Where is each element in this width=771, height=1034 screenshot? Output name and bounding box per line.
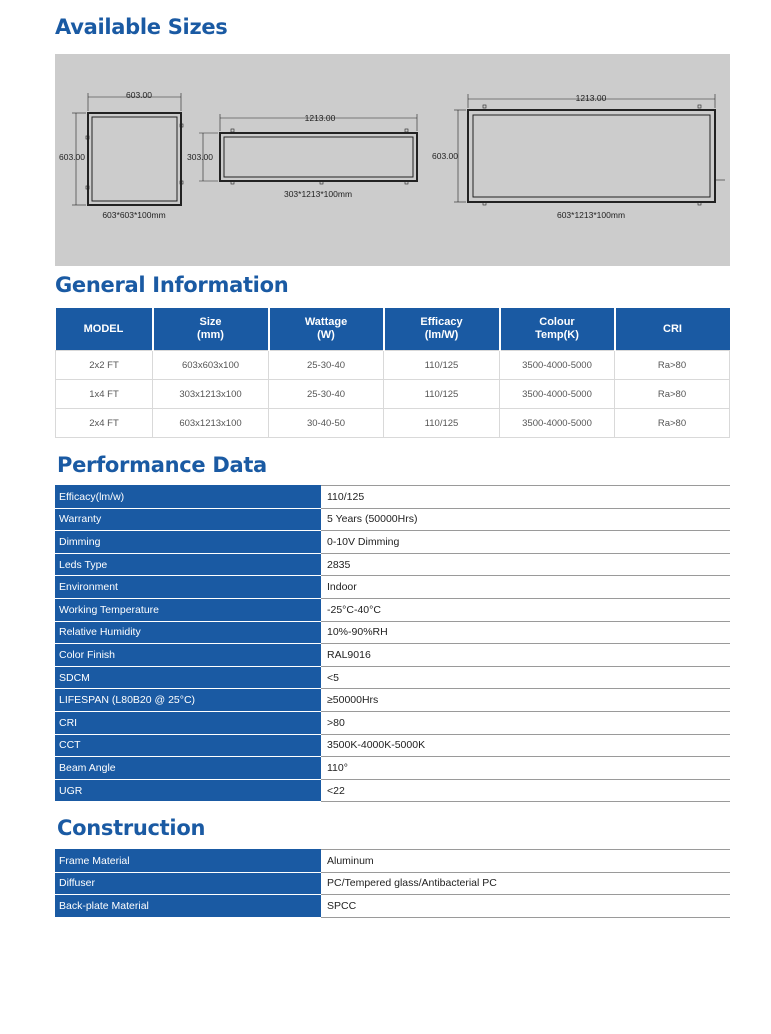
general-information-table: [55, 308, 730, 438]
spec-row: [55, 850, 730, 873]
panel-303x1213-drawing: [199, 114, 417, 184]
spec-value: 10%-90%RH: [321, 621, 730, 644]
panel3-width-dim: 1213.00: [575, 93, 607, 103]
cell-cri: Ra>80: [615, 351, 730, 380]
spec-value: Indoor: [321, 576, 730, 599]
spec-row: [55, 486, 730, 509]
table-row: [56, 380, 730, 409]
spec-row: [55, 644, 730, 667]
header-size: Size (mm): [153, 308, 269, 351]
header-cri: CRI: [615, 308, 730, 351]
panel2-caption: 303*1213*100mm: [283, 189, 353, 199]
spec-row: [55, 553, 730, 576]
construction-heading: Construction: [57, 816, 206, 840]
cell-colour-temp: 3500-4000-5000: [500, 351, 615, 380]
spec-row: [55, 621, 730, 644]
spec-value: <5: [321, 666, 730, 689]
spec-value: 2835: [321, 553, 730, 576]
header-model: MODEL: [56, 308, 153, 351]
spec-label: Frame Material: [55, 850, 321, 873]
cell-wattage: 25-30-40: [269, 380, 384, 409]
performance-data-table: [55, 485, 730, 802]
spec-row: [55, 779, 730, 802]
spec-label: LIFESPAN (L80B20 @ 25°C): [55, 689, 321, 712]
header-colour-temp: Colour Temp(K): [500, 308, 615, 351]
spec-value: PC/Tempered glass/Antibacterial PC: [321, 872, 730, 895]
dimension-drawings-panel: [55, 54, 730, 266]
spec-row: [55, 689, 730, 712]
panel1-width-dim: 603.00: [126, 90, 152, 100]
cell-model: 2x2 FT: [56, 351, 153, 380]
general-information-heading: General Information: [55, 273, 289, 297]
spec-label: CCT: [55, 734, 321, 757]
cell-size: 303x1213x100: [153, 380, 269, 409]
spec-label: Leds Type: [55, 553, 321, 576]
spec-row: [55, 757, 730, 780]
header-wattage: Wattage (W): [269, 308, 384, 351]
spec-label: Environment: [55, 576, 321, 599]
spec-label: CRI: [55, 711, 321, 734]
spec-row: [55, 734, 730, 757]
cell-efficacy: 110/125: [384, 409, 500, 438]
cell-size: 603x1213x100: [153, 409, 269, 438]
table-header-row: [56, 308, 730, 351]
header-efficacy: Efficacy (lm/W): [384, 308, 500, 351]
spec-label: Relative Humidity: [55, 621, 321, 644]
table-row: [56, 351, 730, 380]
spec-label: Efficacy(lm/w): [55, 486, 321, 509]
cell-model: 2x4 FT: [56, 409, 153, 438]
spec-row: [55, 598, 730, 621]
spec-label: Back-plate Material: [55, 895, 321, 918]
spec-row: [55, 576, 730, 599]
spec-label: Warranty: [55, 508, 321, 531]
spec-label: Diffuser: [55, 872, 321, 895]
performance-data-heading: Performance Data: [57, 453, 267, 477]
panel-603x1213-drawing: [454, 94, 725, 205]
spec-value: 5 Years (50000Hrs): [321, 508, 730, 531]
spec-row: [55, 508, 730, 531]
construction-table: [55, 849, 730, 918]
spec-value: Aluminum: [321, 850, 730, 873]
panel2-width-dim: 1213.00: [304, 113, 336, 123]
spec-value: <22: [321, 779, 730, 802]
cell-wattage: 25-30-40: [269, 351, 384, 380]
spec-value: RAL9016: [321, 644, 730, 667]
spec-value: SPCC: [321, 895, 730, 918]
cell-wattage: 30-40-50: [269, 409, 384, 438]
panel3-height-dim: 603.00: [432, 151, 458, 161]
spec-value: 0-10V Dimming: [321, 531, 730, 554]
spec-row: [55, 895, 730, 918]
cell-colour-temp: 3500-4000-5000: [500, 409, 615, 438]
available-sizes-heading: Available Sizes: [55, 15, 228, 39]
panel3-caption: 603*1213*100mm: [556, 210, 626, 220]
spec-label: Working Temperature: [55, 598, 321, 621]
cell-efficacy: 110/125: [384, 351, 500, 380]
cell-model: 1x4 FT: [56, 380, 153, 409]
panel2-height-dim: 303.00: [187, 152, 213, 162]
cell-cri: Ra>80: [615, 380, 730, 409]
spec-value: 3500K-4000K-5000K: [321, 734, 730, 757]
cell-colour-temp: 3500-4000-5000: [500, 380, 615, 409]
spec-label: Color Finish: [55, 644, 321, 667]
spec-row: [55, 872, 730, 895]
spec-value: -25°C-40°C: [321, 598, 730, 621]
cell-size: 603x603x100: [153, 351, 269, 380]
cell-cri: Ra>80: [615, 409, 730, 438]
panel-603x603-drawing: [72, 93, 183, 205]
spec-value: ≥50000Hrs: [321, 689, 730, 712]
cell-efficacy: 110/125: [384, 380, 500, 409]
spec-label: UGR: [55, 779, 321, 802]
spec-row: [55, 666, 730, 689]
spec-row: [55, 711, 730, 734]
spec-label: Beam Angle: [55, 757, 321, 780]
spec-value: 110/125: [321, 486, 730, 509]
spec-value: >80: [321, 711, 730, 734]
spec-row: [55, 531, 730, 554]
spec-label: SDCM: [55, 666, 321, 689]
panel1-height-dim: 603.00: [59, 152, 85, 162]
panel1-caption: 603*603*100mm: [102, 210, 166, 220]
table-row: [56, 409, 730, 438]
spec-label: Dimming: [55, 531, 321, 554]
dimension-drawings: [55, 54, 730, 266]
spec-value: 110°: [321, 757, 730, 780]
